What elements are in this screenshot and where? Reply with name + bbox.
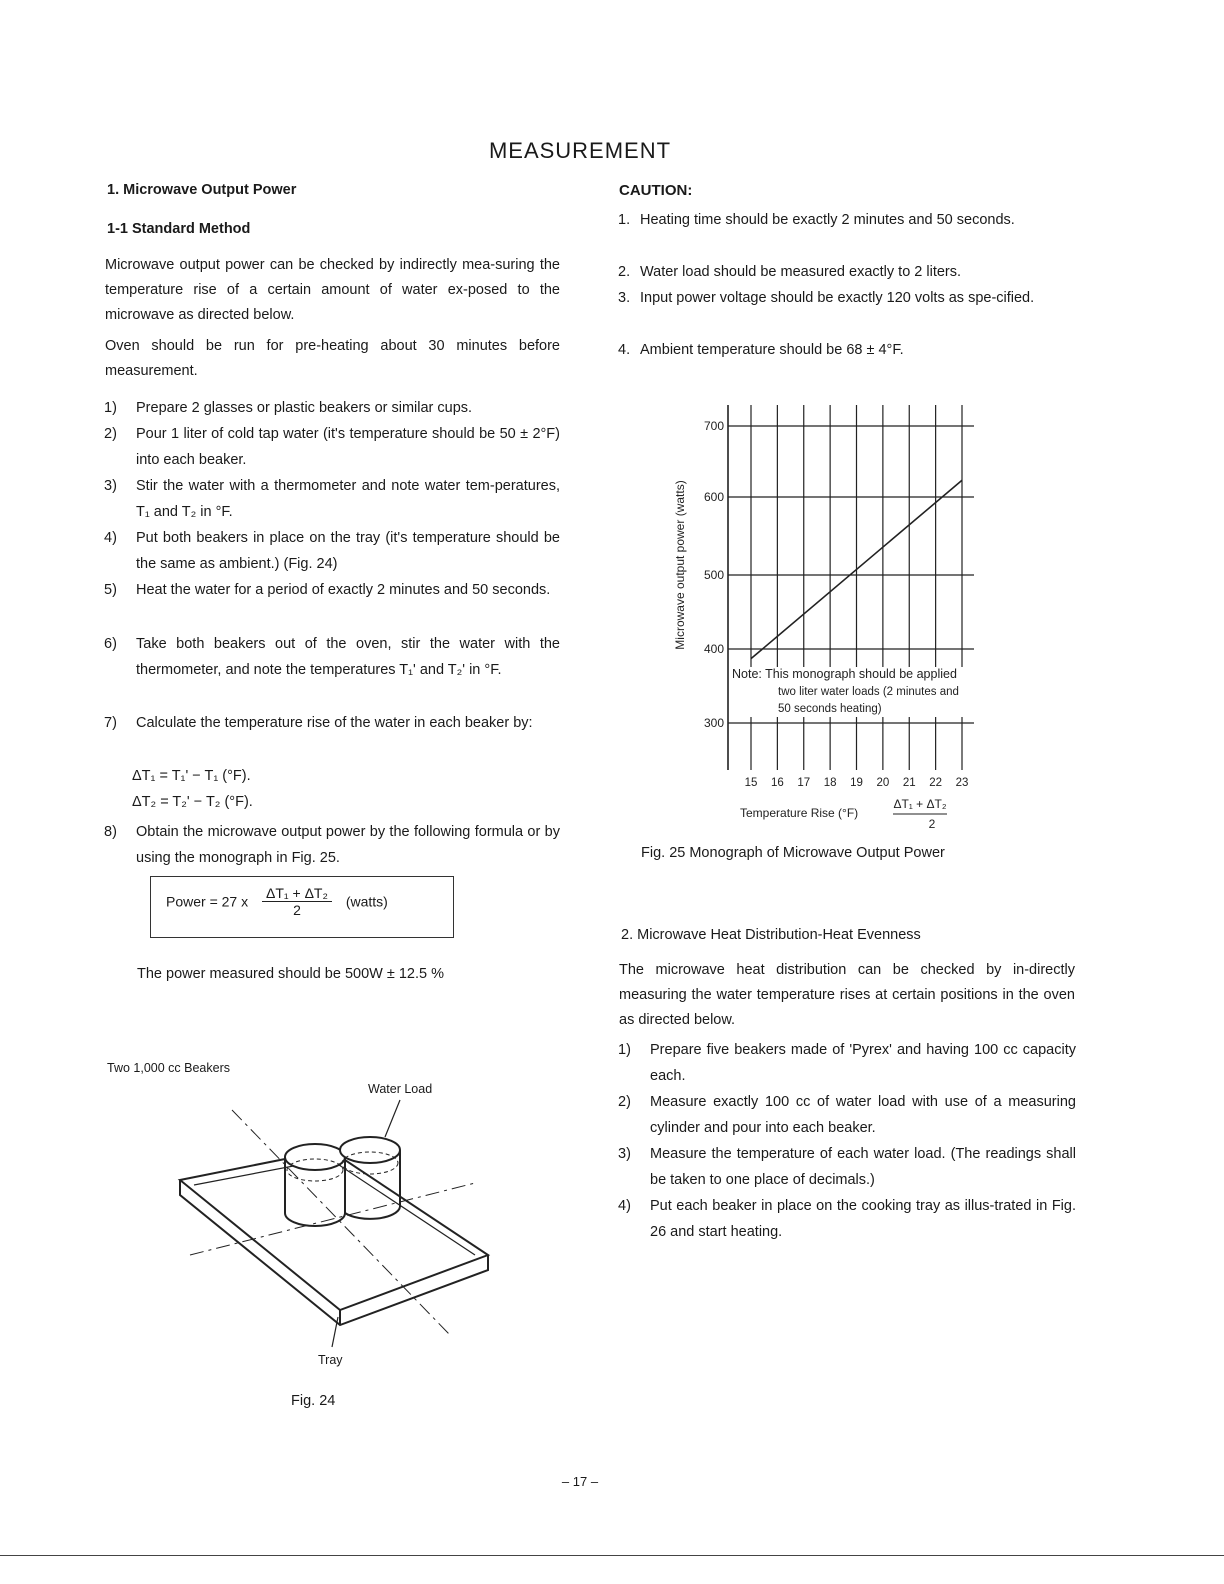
caution-number: 4.: [618, 342, 631, 358]
step-number: 8): [104, 824, 117, 840]
fig24-label-beakers: Two 1,000 cc Beakers: [107, 1061, 230, 1075]
step-number: 6): [104, 636, 117, 652]
step-text: Prepare 2 glasses or plastic beakers or similar cups.: [136, 400, 473, 416]
formula-prefix: Power = 27 x: [166, 893, 249, 910]
step-text: Take both beakers out of the oven, stir the water with the thermometer, and note the temperatures T₁' and T₂' in °F.: [136, 636, 560, 678]
formula-denominator: 2: [293, 902, 301, 918]
intro-paragraph-2: Oven should be run for pre-heating about 30 minutes before measurement.: [105, 338, 560, 379]
formula-suffix: (watts): [345, 893, 388, 910]
chart-x-tick-label: 16: [770, 777, 784, 789]
caution-text: Heating time should be exactly 2 minutes and 50 seconds.: [640, 212, 1015, 228]
chart-note-line-1: Note: This monograph should be applied: [732, 667, 957, 681]
caution-text: Ambient temperature should be 68 ± 4°F.: [640, 342, 904, 358]
intro-paragraph-1: Microwave output power can be checked by indirectly mea-suring the temperature rise of a certain amount of water ex-posed to the microwave as directed below.: [105, 257, 560, 323]
step-number: 1): [618, 1042, 631, 1058]
formula-numerator: ΔT₁ + ΔT₂: [262, 885, 332, 902]
step-number: 3): [618, 1146, 631, 1162]
fig24-label-water-load: Water Load: [368, 1082, 433, 1096]
fig25-monograph-chart: [660, 395, 1000, 835]
fig25-caption: Fig. 25 Monograph of Microwave Output Power: [641, 845, 945, 861]
step-text: Calculate the temperature rise of the water in each beaker by:: [136, 715, 533, 731]
chart-x-tick-label: 17: [797, 777, 811, 789]
section-heading-output-power: 1. Microwave Output Power: [107, 182, 297, 198]
chart-x-tick-label: 23: [955, 777, 969, 789]
step-number: 7): [104, 715, 117, 731]
step-text: Measure the temperature of each water load. (The readings shall be taken to one place of decimals.): [650, 1146, 1076, 1188]
delta-t2-equation: ΔT₂ = T₂' − T₂ (°F).: [132, 794, 253, 810]
step-number: 2): [618, 1094, 631, 1110]
chart-y-axis-label: Microwave output power (watts): [673, 480, 687, 650]
caution-text: Water load should be measured exactly to 2 liters.: [640, 264, 962, 280]
caution-heading: CAUTION:: [619, 182, 693, 199]
section2-heading: 2. Microwave Heat Distribution-Heat Evenness: [621, 927, 921, 943]
step-number: 3): [104, 478, 117, 494]
chart-x-tick-label: 20: [876, 777, 890, 789]
chart-x-tick-label: 19: [850, 777, 863, 789]
step-text: Prepare five beakers made of 'Pyrex' and having 100 cc capacity each.: [650, 1042, 1076, 1084]
caution-text: Input power voltage should be exactly 120 volts as spe-cified.: [640, 290, 1035, 306]
chart-y-tick-label: 600: [703, 490, 724, 504]
chart-x-axis-label: Temperature Rise (°F): [740, 806, 859, 820]
chart-x-tick-label: 15: [744, 777, 758, 789]
chart-x-tick-label: 21: [902, 777, 916, 789]
delta-t1-equation: ΔT₁ = T₁' − T₁ (°F).: [132, 768, 251, 784]
chart-x-axis-numerator: ΔT₁ + ΔT₂: [893, 797, 947, 811]
fig24-label-tray: Tray: [318, 1353, 343, 1367]
subsection-heading-standard-method: 1-1 Standard Method: [107, 221, 251, 237]
chart-x-ticks: [745, 777, 969, 789]
caution-number: 1.: [618, 212, 631, 228]
step-number: 4): [104, 530, 117, 546]
step-text: Put both beakers in place on the tray (it's temperature should be the same as ambient.) (Fig. 24): [136, 530, 560, 572]
step-text: Measure exactly 100 cc of water load with use of a measuring cylinder and pour into each beaker.: [650, 1094, 1076, 1136]
formula-fraction: [262, 885, 332, 918]
step-number: 2): [104, 426, 117, 442]
step-number: 1): [104, 400, 117, 416]
chart-y-ticks: [704, 419, 724, 730]
power-formula-box: [150, 876, 454, 938]
step-text: Heat the water for a period of exactly 2 minutes and 50 seconds.: [136, 582, 551, 598]
page-title: MEASUREMENT: [488, 138, 672, 163]
step-number: 4): [618, 1198, 631, 1214]
step-text: Stir the water with a thermometer and note water tem-peratures, T₁ and T₂ in °F.: [136, 478, 560, 520]
step-text: Pour 1 liter of cold tap water (it's temperature should be 50 ± 2°F) into each beaker.: [136, 426, 560, 468]
bottom-rule: [0, 1555, 1224, 1556]
page-number: – 17 –: [561, 1474, 599, 1489]
chart-y-tick-label: 300: [703, 716, 724, 730]
chart-y-tick-label: 700: [703, 419, 724, 433]
step-text: Obtain the microwave output power by the following formula or by using the monograph in Fig. 25.: [136, 824, 560, 866]
chart-x-tick-label: 22: [929, 777, 943, 789]
section2-paragraph: The microwave heat distribution can be checked by in-directly measuring the water temperature rises at certain positions in the oven as directed below.: [619, 962, 1075, 1028]
chart-note-line-2: two liter water loads (2 minutes and: [778, 686, 959, 698]
caution-number: 3.: [618, 290, 631, 306]
fig24-tray-illustration: [170, 1095, 510, 1355]
step-text: Put each beaker in place on the cooking tray as illus-trated in Fig. 26 and start heating.: [650, 1198, 1076, 1240]
fig24-caption: Fig. 24: [291, 1393, 336, 1409]
chart-y-tick-label: 400: [703, 642, 724, 656]
chart-y-tick-label: 500: [703, 568, 724, 582]
power-note: The power measured should be 500W ± 12.5 %: [137, 966, 444, 982]
chart-x-tick-label: 18: [823, 777, 837, 789]
step-number: 5): [104, 582, 117, 598]
chart-x-axis-denominator: 2: [928, 817, 936, 831]
chart-note-line-3: 50 seconds heating): [778, 703, 882, 715]
caution-number: 2.: [618, 264, 631, 280]
